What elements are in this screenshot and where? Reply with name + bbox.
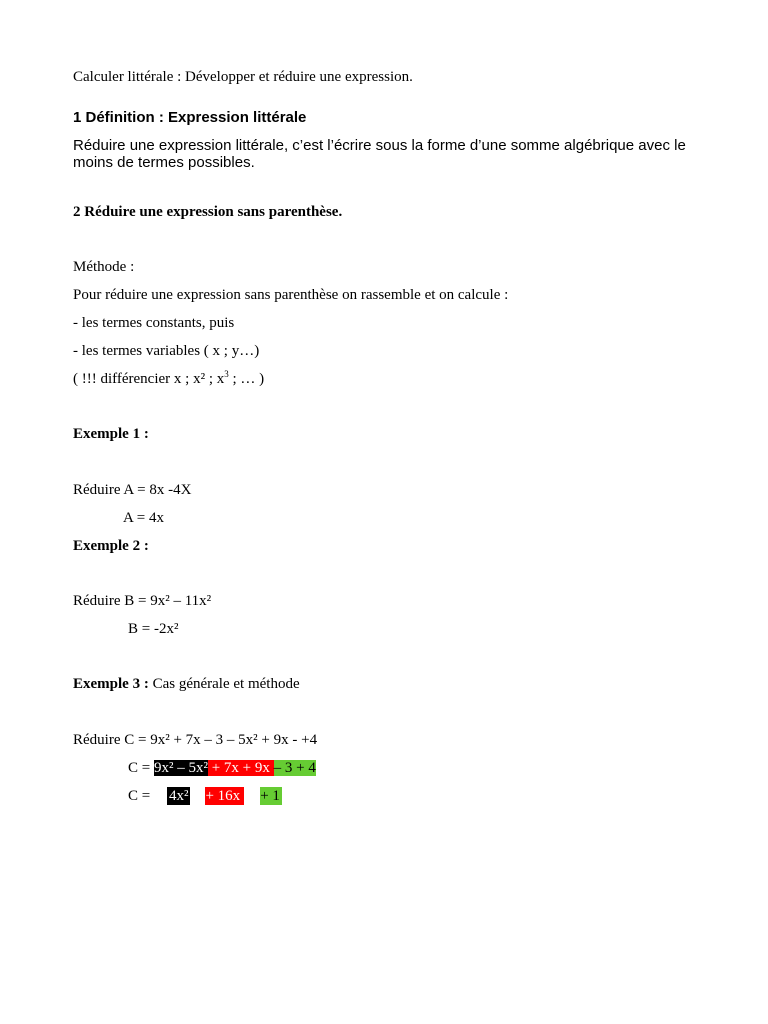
exemple2-line1: Réduire B = 9x² – 11x² [73, 593, 212, 609]
exemple1-line2: A = 4x [123, 510, 164, 526]
exemple1-label: Exemple 1 : [73, 426, 149, 442]
section1-heading: 1 Définition : Expression littérale [73, 109, 307, 126]
x-squared-result-highlight: 4x² [168, 788, 189, 804]
exemple3-line3 [128, 787, 282, 805]
x-squared-group-highlight: 9x² – 5x² [153, 760, 208, 776]
exemple3-line2 [128, 759, 316, 777]
note-exponent: 3 [224, 369, 229, 379]
exemple3-label: Exemple 3 : [73, 676, 149, 692]
methode-text: Pour réduire une expression sans parenthèse on rassemble et on calcule : [73, 287, 509, 303]
section2-heading: 2 Réduire une expression sans parenthèse. [73, 204, 343, 220]
methode-note [73, 370, 264, 388]
note-prefix: ( !!! différencier x ; x² ; x [73, 371, 225, 387]
x-group-highlight: + 7x + 9x [207, 760, 274, 776]
exemple3-line2-prefix: C = [128, 760, 154, 776]
note-suffix: ; … ) [228, 371, 265, 387]
methode-item-variables: - les termes variables ( x ; y…) [73, 343, 260, 359]
exemple3-line1: Réduire C = 9x² + 7x – 3 – 5x² + 9x - +4 [73, 732, 318, 748]
exemple2-line2: B = -2x² [128, 621, 179, 637]
x-result-highlight: + 16x [205, 787, 244, 805]
exemple3-heading [73, 675, 300, 693]
exemple2-label: Exemple 2 : [73, 538, 149, 554]
exemple3-line3-prefix: C = [128, 788, 154, 804]
constant-result-highlight: + 1 [260, 788, 280, 804]
exemple1-line1: Réduire A = 8x -4X [73, 482, 192, 498]
constant-group-highlight: – 3 + 4 [273, 760, 316, 776]
exemple3-label-rest: Cas générale et méthode [148, 676, 300, 692]
section1-definition: Réduire une expression littérale, c’est l’écrire sous la forme d’une somme algébrique avec le moins de termes possibles. [73, 137, 686, 171]
methode-item-constants: - les termes constants, puis [73, 315, 235, 331]
document-title: Calculer littérale : Développer et réduire une expression. [73, 69, 413, 85]
methode-label: Méthode : [73, 259, 135, 275]
